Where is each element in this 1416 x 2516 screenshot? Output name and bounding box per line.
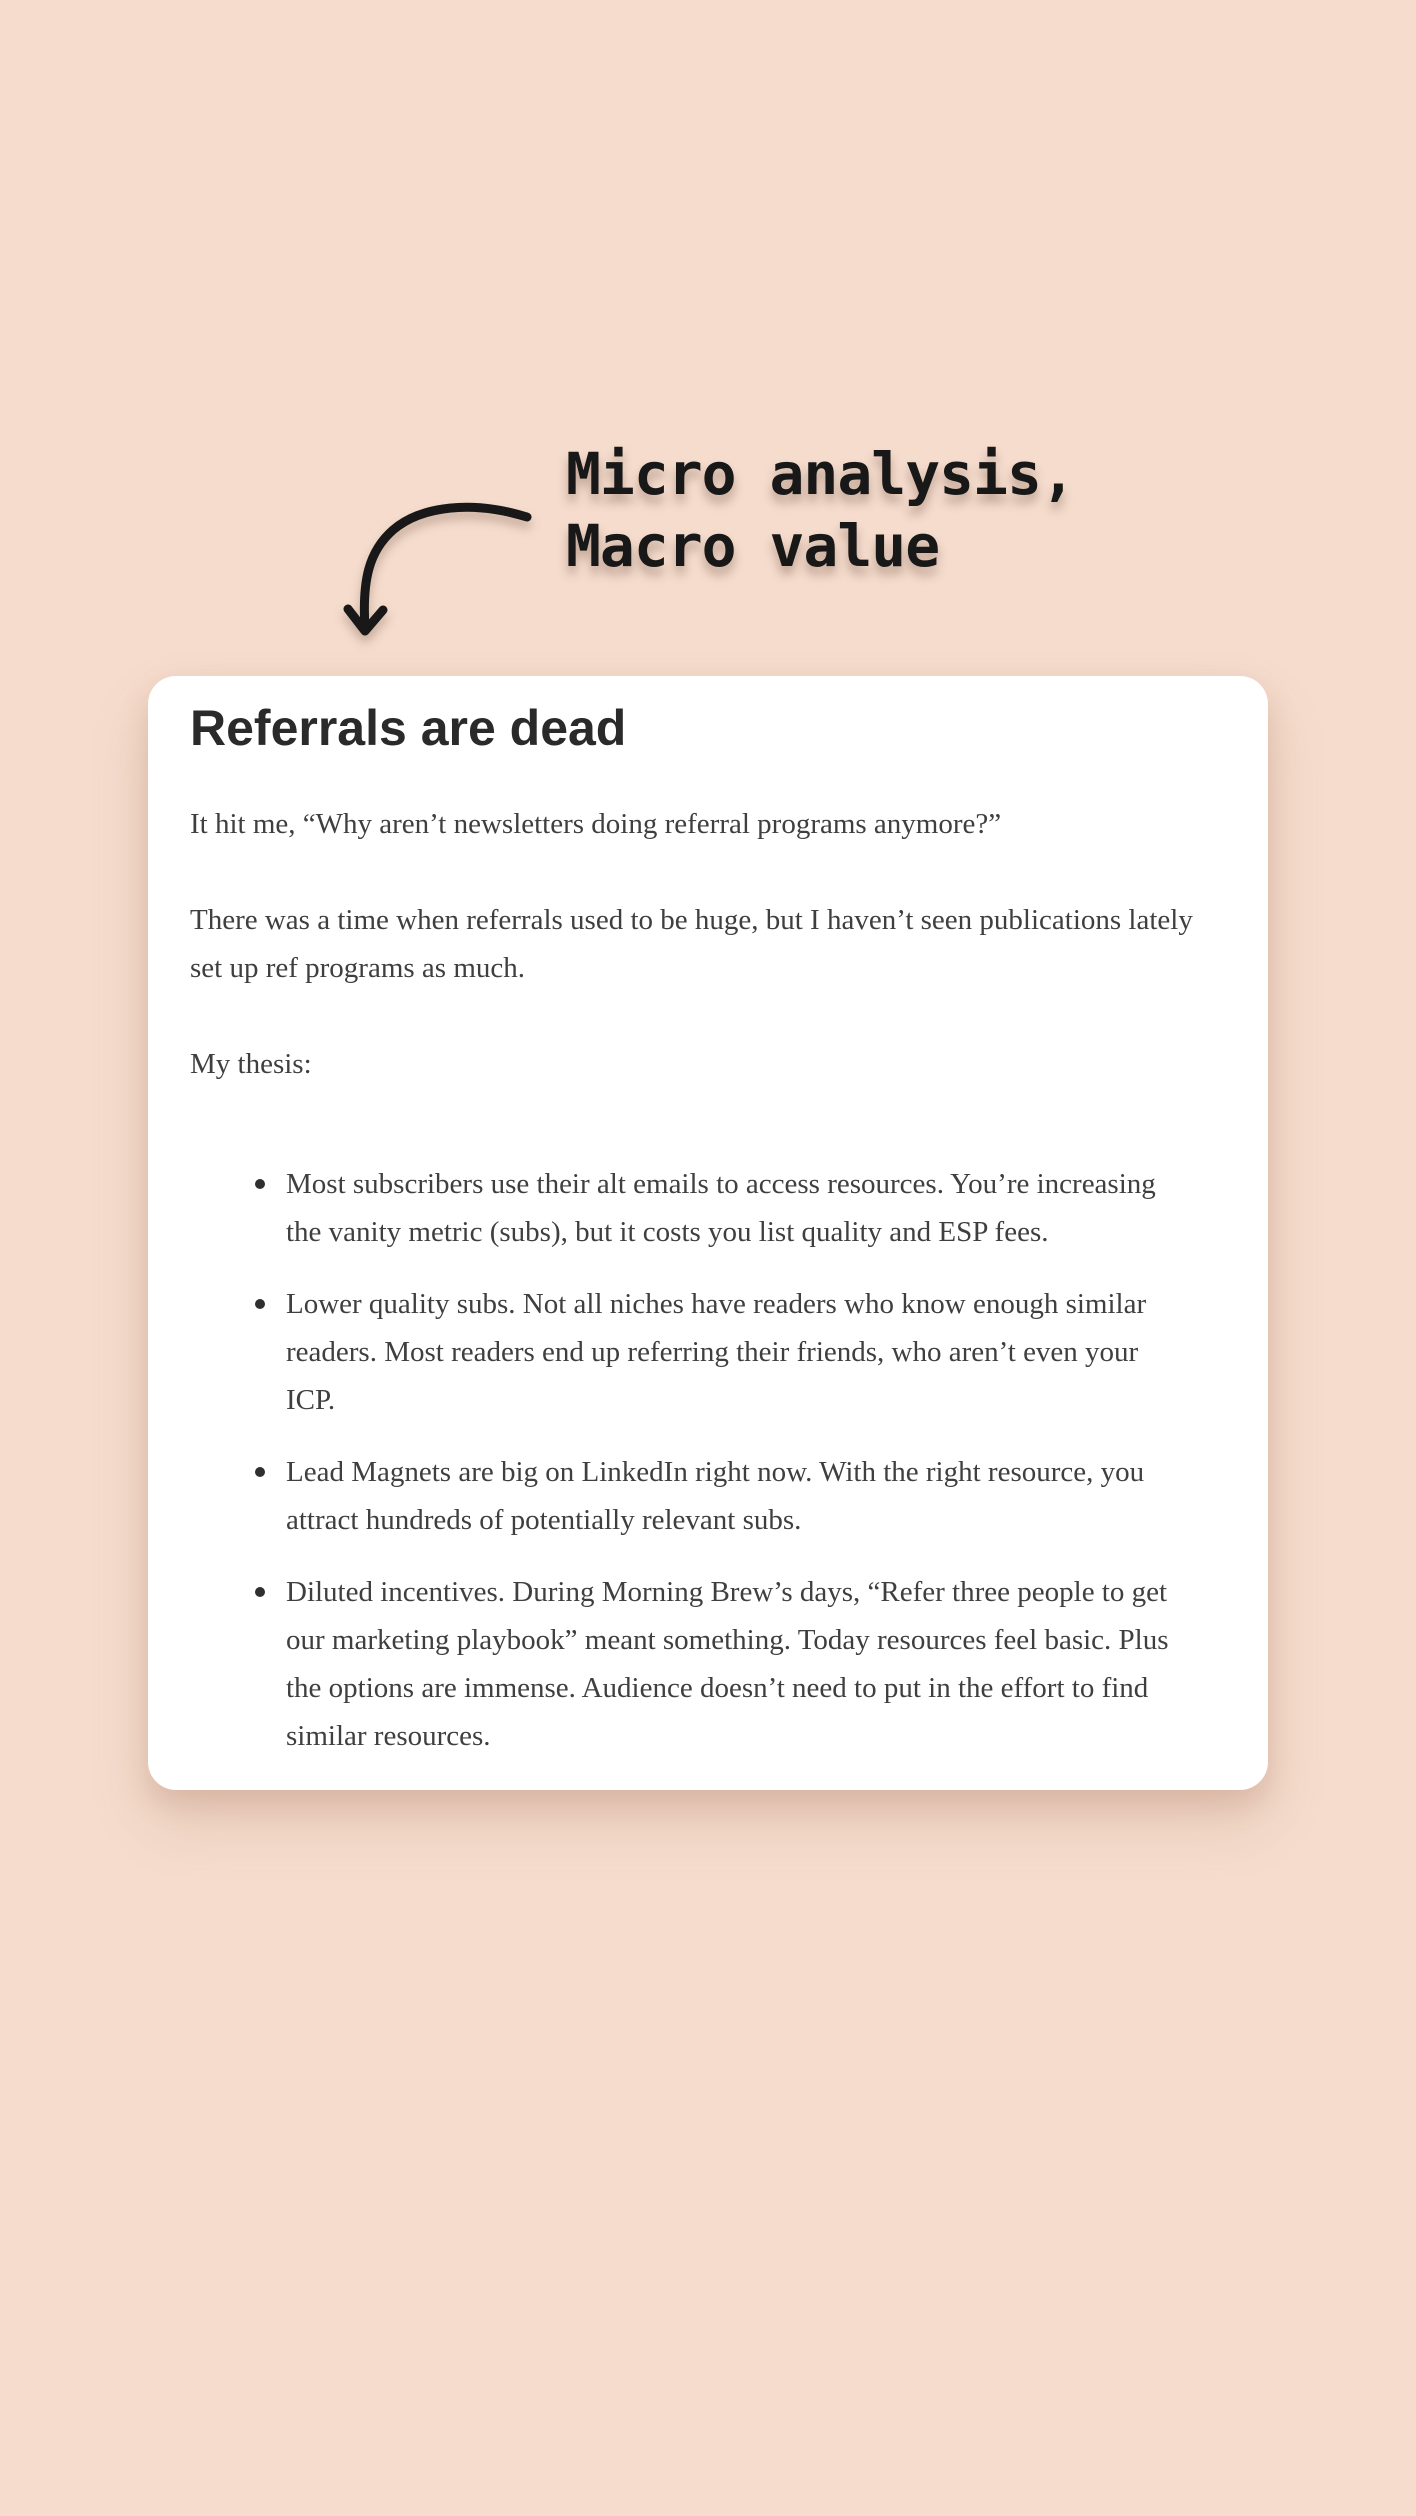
annotation-title-line2: Macro value	[566, 512, 940, 580]
post-paragraph: There was a time when referrals used to be huge, but I haven’t seen publications lately set up ref programs as much.	[190, 904, 1193, 984]
post-paragraph: It hit me, “Why aren’t newsletters doing referral programs anymore?”	[190, 808, 1002, 840]
bullet-item: Most subscribers use their alt emails to access resources. You’re increasing the vanity metric (subs), but it costs you list quality and ESP fees.	[286, 1160, 1194, 1256]
post-card	[148, 676, 1268, 1790]
post-title: Referrals are dead	[190, 700, 627, 756]
thesis-bullet-list	[190, 1160, 1226, 1760]
curved-arrow-icon	[0, 0, 1416, 705]
post-paragraph: My thesis:	[190, 1048, 312, 1080]
bullet-item: Lead Magnets are big on LinkedIn right now. With the right resource, you attract hundreds of potentially relevant subs.	[286, 1448, 1194, 1544]
bullet-item: Diluted incentives. During Morning Brew’s days, “Refer three people to get our marketing playbook” meant something. Today resources feel basic. Plus the options are immense. Audience doesn’t need to put in the effort to find similar resources.	[286, 1568, 1194, 1760]
bullet-item: Lower quality subs. Not all niches have readers who know enough similar readers. Most readers end up referring their friends, who aren’t even your ICP.	[286, 1280, 1194, 1424]
annotation-title	[566, 438, 1075, 582]
annotation-title-line1: Micro analysis,	[566, 440, 1075, 508]
